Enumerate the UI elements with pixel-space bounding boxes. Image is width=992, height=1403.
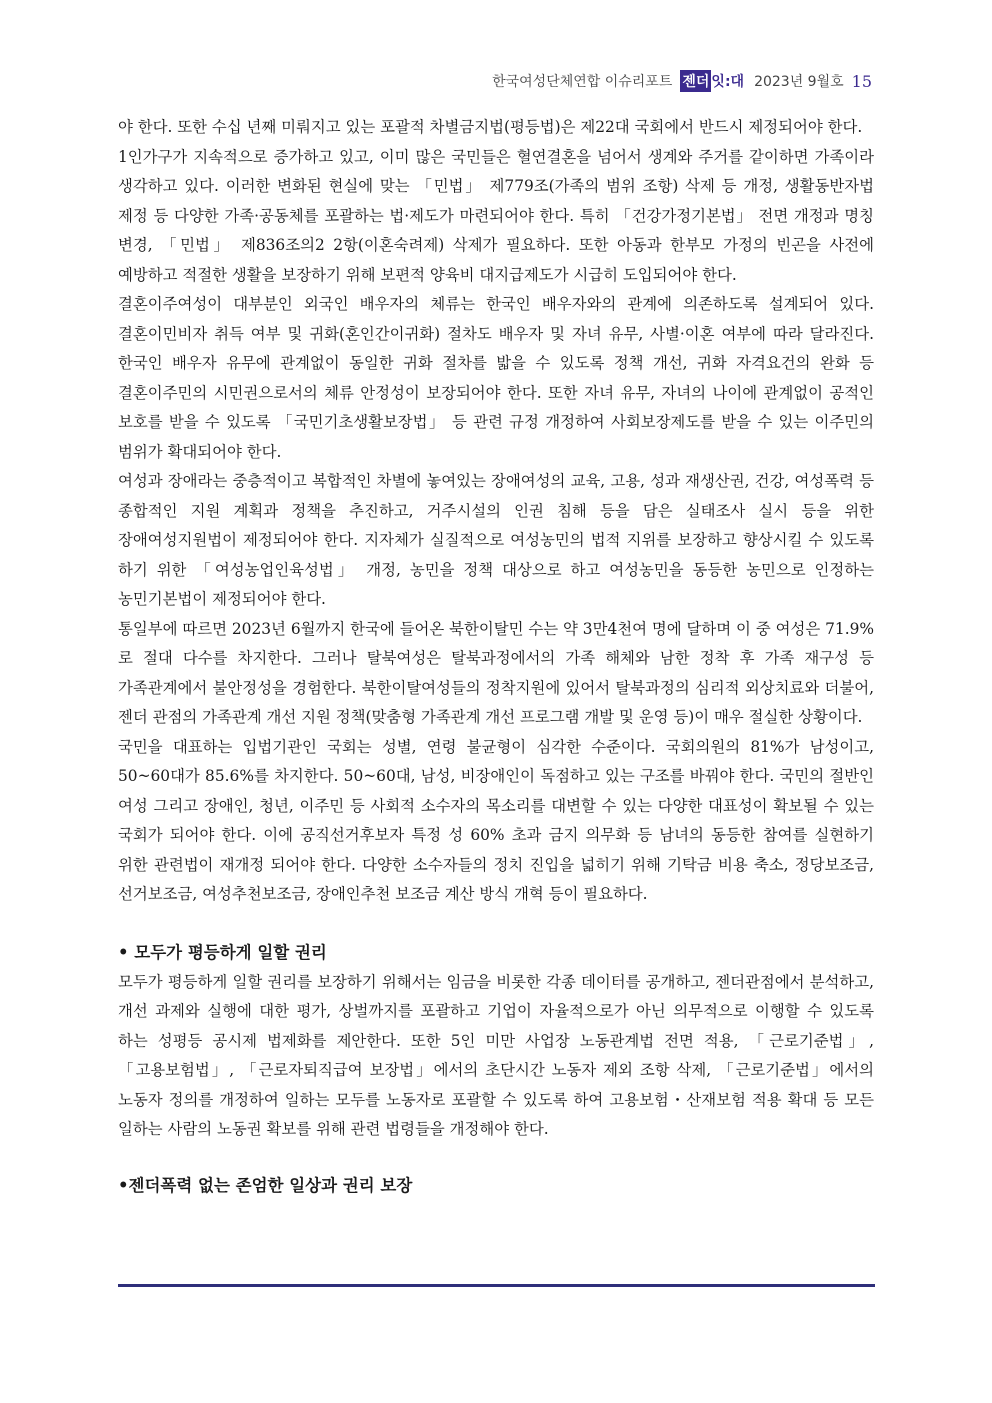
footer-divider — [118, 1284, 875, 1287]
paragraph: 결혼이주여성이 대부분인 외국인 배우자의 체류는 한국인 배우자와의 관계에 의존하도록 설계되어 있다. 결혼이민비자 취득 여부 및 귀화(혼인간이귀화) 절차도 배우자 및 자녀 유무, 사별·이혼 여부에 따라 달라진다. 한국인 배우자 유무에 관계없이 동일한 귀화 절차를 밟을 수 있도록 정책 개선, 귀화 자격요건의 완화 등 결혼이주민의 시민권으로서의 체류 안정성이 보장되어야 한다. 또한 자녀 유무, 자녀의 나이에 관계없이 공적인 보호를 받을 수 있도록 「국민기초생활보장법」 등 관련 규정 개정하여 사회보장제도를 받을 수 있는 이주민의 범위가 확대되어야 한다. — [118, 295, 874, 461]
header-org: 한국여성단체연합 이슈리포트 — [492, 74, 673, 90]
header-brand-logo — [680, 70, 744, 92]
paragraph: 여성과 장애라는 중층적이고 복합적인 차별에 놓여있는 장애여성의 교육, 고용, 성과 재생산권, 건강, 여성폭력 등 종합적인 지원 계획과 정책을 추진하고, 거주시설의 인권 침해 등을 담은 실태조사 실시 등을 위한 장애여성지원법이 제정되어야 한다. 지자체가 실질적으로 여성농민의 법적 지위를 보장하고 향상시킬 수 있도록 하기 위한 「여성농업인육성법」 개정, 농민을 정책 대상으로 하고 여성농민을 동등한 농민으로 인정하는 농민기본법이 제정되어야 한다. — [118, 472, 874, 608]
section-paragraph-equal-work: 모두가 평등하게 일할 권리를 보장하기 위해서는 임금을 비롯한 각종 데이터를 공개하고, 젠더관점에서 분석하고, 개선 과제와 실행에 대한 평가, 상벌까지를 포괄하고 기업이 자율적으로가 아닌 의무적으로 이행할 수 있도록 하는 성평등 공시제 법제화를 제안한다. 또한 5인 미만 사업장 노동관계법 전면 적용, 「근로기준법」, 「고용보험법」, 「근로자퇴직급여 보장법」에서의 초단시간 노동자 제외 조항 삭제, 「근로기준법」에서의 노동자 정의를 개정하여 일하는 모두를 노동자로 포괄할 수 있도록 하여 고용보험・산재보험 적용 확대 등 모든 일하는 사람의 노동권 확보를 위해 관련 법령들을 개정해야 한다. — [118, 972, 874, 1138]
section-heading-gender-violence: •젠더폭력 없는 존엄한 일상과 권리 보장 — [118, 1175, 413, 1195]
paragraph: 국민을 대표하는 입법기관인 국회는 성별, 연령 불균형이 심각한 수준이다. 국회의원의 81%가 남성이고, 50~60대가 85.6%를 차지한다. 50~60대, 남성, 비장애인이 독점하고 있는 구조를 바꿔야 한다. 국민의 절반인 여성 그리고 장애인, 청년, 이주민 등 사회적 소수자의 목소리를 대변할 수 있는 다양한 대표성이 확보될 수 있는 국회가 되어야 한다. 이에 공직선거후보자 특정 성 60% 초과 금지 의무화 등 남녀의 동등한 참여를 실현하기 위한 관련법이 재개정 되어야 한다. 다양한 소수자들의 정치 진입을 넓히기 위해 기탁금 비용 축소, 정당보조금, 선거보조금, 여성추천보조금, 장애인추천 보조금 계산 방식 개혁 등이 필요하다. — [118, 737, 874, 903]
paragraph: 야 한다. 또한 수십 년째 미뤄지고 있는 포괄적 차별금지법(평등법)은 제22대 국회에서 반드시 제정되어야 한다. — [118, 118, 863, 136]
brand-highlight: 젠더 — [680, 70, 711, 92]
header-issue: 2023년 9월호 — [754, 74, 844, 90]
brand-rest: 잇:대 — [711, 74, 745, 90]
paragraph: 통일부에 따르면 2023년 6월까지 한국에 들어온 북한이탈민 수는 약 3만4천여 명에 달하며 이 중 여성은 71.9%로 절대 다수를 차지한다. 그러나 탈북여성은 탈북과정에서의 가족 해체와 남한 정착 후 가족 재구성 등 가족관계에서 불안정성을 경험한다. 북한이탈여성들의 정착지원에 있어서 탈북과정의 심리적 외상치료와 더불어, 젠더 관점의 가족관계 개선 지원 정책(맞춤형 가족관계 개선 프로그램 개발 및 운영 등)이 매우 절실한 상황이다. — [118, 619, 874, 726]
page-header — [492, 68, 872, 94]
section-heading-equal-work: • 모두가 평등하게 일할 권리 — [118, 942, 327, 962]
document-body — [118, 113, 874, 1201]
page-number: 15 — [851, 71, 872, 91]
paragraph: 1인가구가 지속적으로 증가하고 있고, 이미 많은 국민들은 혈연결혼을 넘어서 생계와 주거를 같이하면 가족이라 생각하고 있다. 이러한 변화된 현실에 맞는 「민법」 제779조(가족의 범위 조항) 삭제 등 개정, 생활동반자법 제정 등 다양한 가족·공동체를 포괄하는 법·제도가 마련되어야 한다. 특히 「건강가정기본법」 전면 개정과 명칭 변경, 「민법」 제836조의2 2항(이혼숙려제) 삭제가 필요하다. 또한 아동과 한부모 가정의 빈곤을 사전에 예방하고 적절한 생활을 보장하기 위해 보편적 양육비 대지급제도가 시급히 도입되어야 한다. — [118, 147, 874, 284]
